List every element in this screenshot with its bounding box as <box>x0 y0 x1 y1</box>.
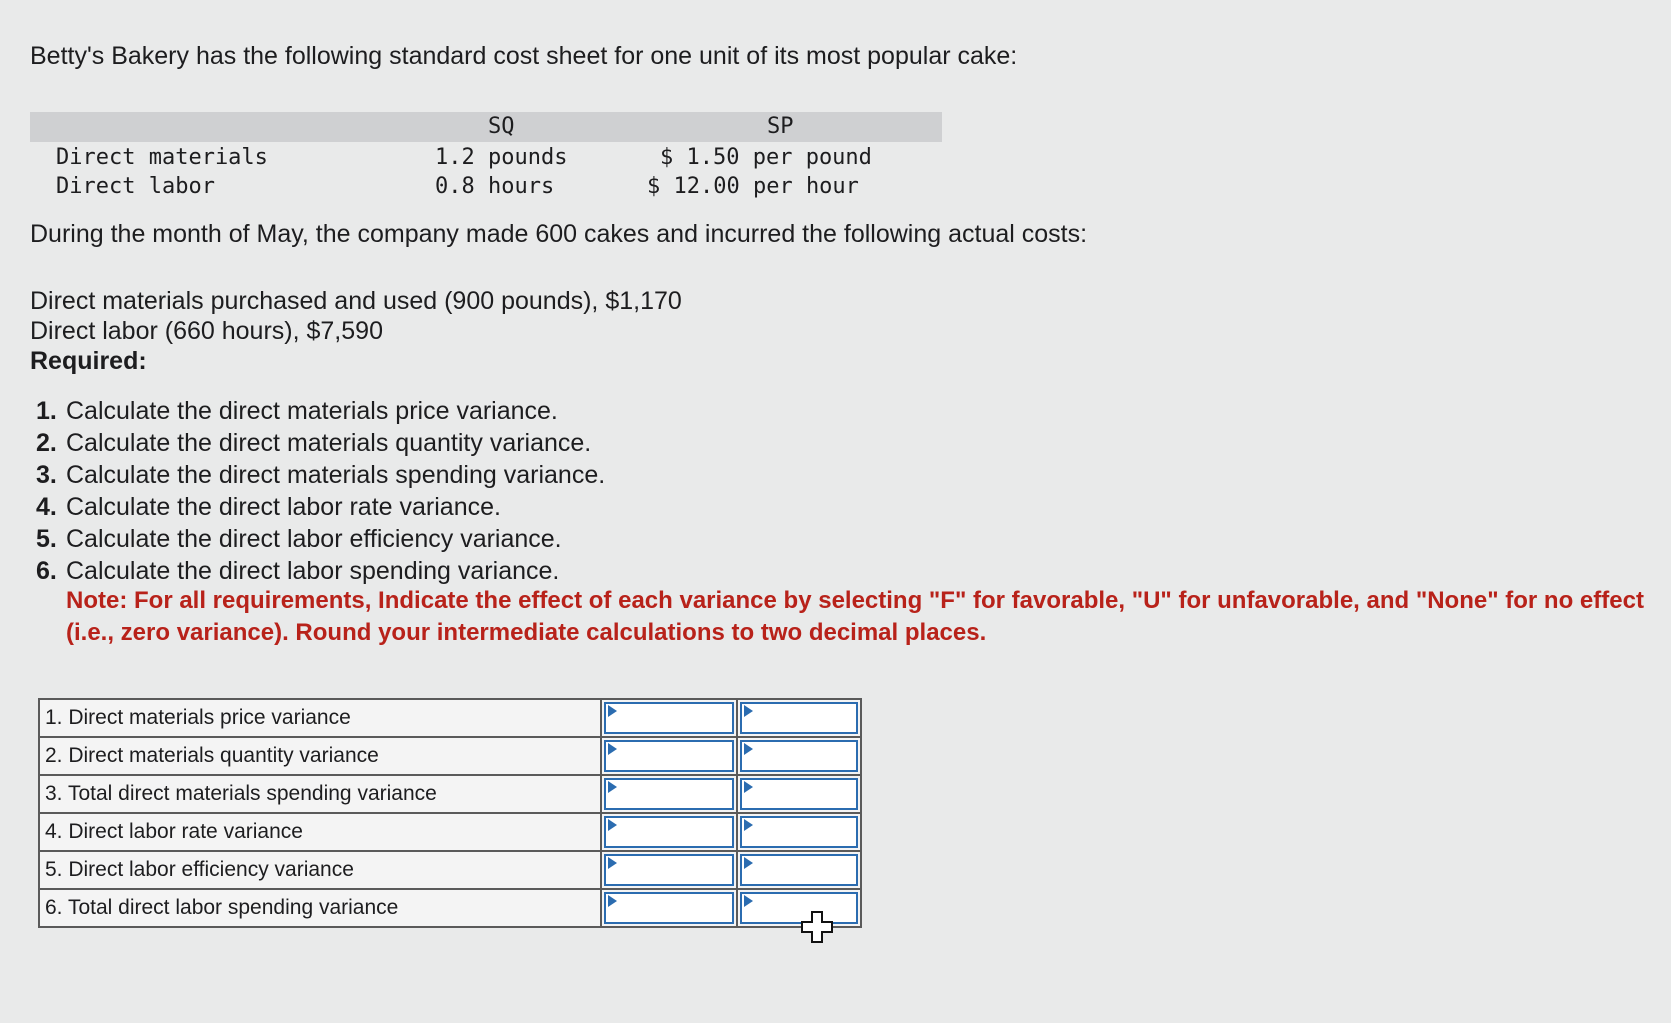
cell-marker-icon <box>744 857 753 869</box>
row-label: 3. Total direct materials spending variance <box>39 775 601 813</box>
effect-select[interactable] <box>737 889 861 927</box>
row-item: Direct materials <box>56 145 268 170</box>
move-cursor-icon <box>800 910 834 944</box>
cell-marker-icon <box>608 743 617 755</box>
cell-marker-icon <box>744 743 753 755</box>
cell-marker-icon <box>608 819 617 831</box>
list-item: 4. Calculate the direct labor rate variance. <box>36 493 501 521</box>
required-label: Required: <box>30 347 147 375</box>
effect-select[interactable] <box>737 813 861 851</box>
row-label: 4. Direct labor rate variance <box>39 813 601 851</box>
row-item: Direct labor <box>56 174 215 199</box>
cell-marker-icon <box>744 781 753 793</box>
cell-marker-icon <box>608 781 617 793</box>
table-row <box>39 737 861 775</box>
table-row <box>39 889 861 927</box>
standard-row-materials <box>30 142 942 171</box>
cell-marker-icon <box>608 895 617 907</box>
answer-table <box>38 698 862 928</box>
row-label: 6. Total direct labor spending variance <box>39 889 601 927</box>
standard-row-labor <box>30 171 942 200</box>
table-row <box>39 775 861 813</box>
row-sp: $ 12.00 per hour <box>647 174 859 199</box>
row-sp: $ 1.50 per pound <box>660 145 872 170</box>
row-label: 2. Direct materials quantity variance <box>39 737 601 775</box>
intro-text: Betty's Bakery has the following standard cost sheet for one unit of its most popular cake: <box>30 42 1018 70</box>
requirements-list <box>36 395 605 587</box>
may-text: During the month of May, the company made 600 cakes and incurred the following actual costs: <box>30 220 1088 248</box>
actual-materials: Direct materials purchased and used (900 pounds), $1,170 <box>30 287 682 315</box>
amount-input[interactable] <box>601 737 737 775</box>
row-sq: 1.2 pounds <box>435 145 568 170</box>
list-item: 2. Calculate the direct materials quantity variance. <box>36 429 592 457</box>
effect-select[interactable] <box>737 775 861 813</box>
effect-select[interactable] <box>737 851 861 889</box>
cell-marker-icon <box>744 895 753 907</box>
table-row <box>39 699 861 737</box>
cell-marker-icon <box>608 857 617 869</box>
actual-labor: Direct labor (660 hours), $7,590 <box>30 317 383 345</box>
cell-marker-icon <box>608 705 617 717</box>
amount-input[interactable] <box>601 699 737 737</box>
amount-input[interactable] <box>601 775 737 813</box>
standard-cost-header <box>30 112 942 142</box>
effect-select[interactable] <box>737 699 861 737</box>
table-row <box>39 851 861 889</box>
list-item: 1. Calculate the direct materials price variance. <box>36 397 558 425</box>
header-sp: SP <box>767 114 794 139</box>
cell-marker-icon <box>744 819 753 831</box>
row-label: 1. Direct materials price variance <box>39 699 601 737</box>
list-item: 6. Calculate the direct labor spending variance. <box>36 557 560 585</box>
amount-input[interactable] <box>601 851 737 889</box>
amount-input[interactable] <box>601 889 737 927</box>
instruction-note: Note: For all requirements, Indicate the effect of each variance by selecting "F" for favorable, "U" for unfavorable, and "None" for no effect (i.e., zero variance). Round your intermediate calculations to two decimal places. <box>66 587 1644 646</box>
list-item: 5. Calculate the direct labor efficiency variance. <box>36 525 562 553</box>
row-sq: 0.8 hours <box>435 174 555 199</box>
effect-select[interactable] <box>737 737 861 775</box>
cell-marker-icon <box>744 705 753 717</box>
standard-cost-table <box>30 112 942 200</box>
table-row <box>39 813 861 851</box>
list-item: 3. Calculate the direct materials spending variance. <box>36 461 606 489</box>
amount-input[interactable] <box>601 813 737 851</box>
row-label: 5. Direct labor efficiency variance <box>39 851 601 889</box>
header-sq: SQ <box>488 114 515 139</box>
